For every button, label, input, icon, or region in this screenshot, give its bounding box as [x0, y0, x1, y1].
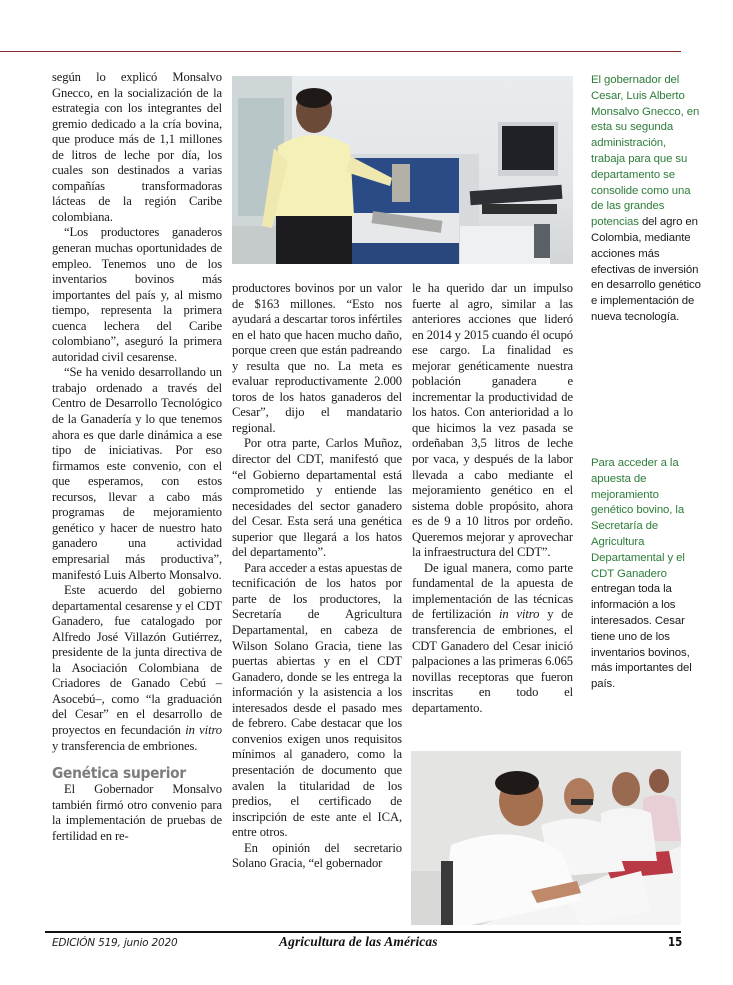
paragraph: En opinión del secretario Solano Gracia, “el gobernador — [232, 840, 402, 871]
text-run: y transferencia de embriones. — [52, 738, 198, 753]
photo-caption-2 — [591, 456, 701, 693]
italic-text: in vitro — [185, 722, 222, 737]
paragraph: Para acceder a estas apuestas de tecnificación de los hatos por parte de los productores, la Secretaría de Agricultura Departamental, en cabeza de Wilson Solano Gracia, tiene las puertas abiertas y en el CDT Ganadero, donde se les entrega la información y la asistencia a los interesados desde el pasado mes de febrero. Cabe destacar que los convenios exigen unos requisitos mínimos al ganadero, como la presentación de documento que avalen la titularidad de los predios, el certificado de inscripción de este ante el ICA, entre otros. — [232, 560, 402, 840]
caption-highlight: Para acceder a la apuesta de mejoramiento genético bovino, la Secretaría de Agricultura Departamental y el CDT Ganadero — [591, 457, 685, 580]
caption-highlight: El gobernador del Cesar, Luis Alberto Monsalvo Gnecco, en esta su segunda administración, trabaja para que su departamento se consolide como una de las grandes potencias — [591, 74, 700, 229]
paragraph: “Se ha venido desarrollando un trabajo ordenado a través del Centro de Desarrollo Tecnológico de la Ganadería y lo que tenemos ahora es que darle dinámica a ese tipo de iniciativas. Por eso firmamos este convenio, con el que esperamos, con estos recursos, llevar a cabo más programas de mejoramiento genético y hacer de nuestro hato ganadero una actividad empresarial más productiva”, manifestó Luis Alberto Monsalvo. — [52, 365, 222, 582]
paragraph — [52, 583, 222, 754]
page-number: 15 — [668, 935, 683, 949]
edition-label: EDICIÓN 519, junio 2020 — [52, 937, 178, 949]
photo-man-with-equipment — [232, 76, 573, 264]
top-rule — [0, 51, 681, 52]
paragraph: El Gobernador Monsalvo también firmó otro convenio para la implementación de pruebas de fertilidad en re- — [52, 782, 222, 843]
footer-rule — [45, 931, 681, 933]
paragraph: le ha querido dar un impulso fuerte al agro, similar a las anteriores acciones que lideró en 2014 y 2015 cuando él ocupó ese cargo. La finalidad es mejorar genéticamente nuestra población ganadera e incrementar la productividad de los hatos. Con anterioridad a lo que hicimos la vez pasada se ordeñaban 3,5 litros de leche por vaca, y después de la labor llevada a cabo mediante el mejoramiento genético en el sistema doble propósito, ahora es de 9 a 10 litros por ordeño. Queremos mejorar y aprovechar la infraestructura del CDT”. — [412, 281, 573, 560]
photo-illustration — [232, 76, 573, 264]
paragraph: “Los productores ganaderos generan muchas oportunidades de empleo. Tenemos uno de los inventarios bovinos más importantes del país y, al mismo tiempo, representa la primera cuenca lechera del Caribe colombiano”, aseguró la primera autoridad civil cesarense. — [52, 225, 222, 364]
caption-text: entregan toda la información a los interesados. Cesar tiene uno de los inventarios bovinos, más importantes del país. — [591, 583, 692, 691]
article-column-1 — [52, 70, 222, 844]
text-run: De igual manera, como parte fundamental de la apuesta de implementación de las técnicas de fertilización — [412, 560, 573, 622]
photo-caption-1 — [591, 73, 701, 326]
section-subheading: Genética superior — [52, 764, 186, 783]
paragraph: productores bovinos por un valor de $163 millones. “Esto nos ayudará a descartar toros infértiles en el hato que hacen mucho daño, porque creen que están padreando y resulta que no. La meta es evaluar reproductivamente 2.000 toros de los hatos ganaderos del Cesar”, dijo el mandatario regional. — [232, 281, 402, 435]
article-column-3 — [412, 281, 573, 716]
photo-illustration — [411, 751, 681, 925]
text-run: Este acuerdo del gobierno departamental cesarense y el CDT Ganadero, fue catalogado por Alfredo José Villazón Gutiérrez, presidente de la junta directiva de la Asociación Colombiana de Criadores de Ganado Cebú –Asocebú–, como “la graduación del Cesar” en el desarrollo de proyectos en fecundación — [52, 583, 222, 737]
paragraph: Por otra parte, Carlos Muñoz, director del CDT, manifestó que “el Gobierno departamental está comprometido y entiende las necesidades del sector ganadero del Cesar. Esta será una genética superior que llegará a los hatos del departamento”. — [232, 436, 402, 560]
italic-text: in vitro — [499, 607, 540, 622]
photo-signing-agreement — [411, 751, 681, 925]
text-run: y de transferencia de embriones, el CDT Ganadero del Cesar inició palpaciones a las primeras 6.065 novillas receptoras que fueron inscritas en todo el departamento. — [412, 607, 573, 715]
article-column-2 — [232, 281, 402, 872]
paragraph: según lo explicó Monsalvo Gnecco, en la socialización de la estrategia con los integrantes del gremio dedicado a la cría bovina, que produce más de 1,1 millones de litros de leche por día, los cuales son destinados a varias compañías transformadoras lácteas de la región Caribe colombiana. — [52, 70, 222, 224]
magazine-title: Agricultura de las Américas — [279, 934, 438, 949]
caption-text: del agro en Colombia, mediante acciones más efectivas de inversión en desarrollo genético e implementación de nueva tecnología. — [591, 216, 701, 323]
paragraph — [412, 561, 573, 716]
